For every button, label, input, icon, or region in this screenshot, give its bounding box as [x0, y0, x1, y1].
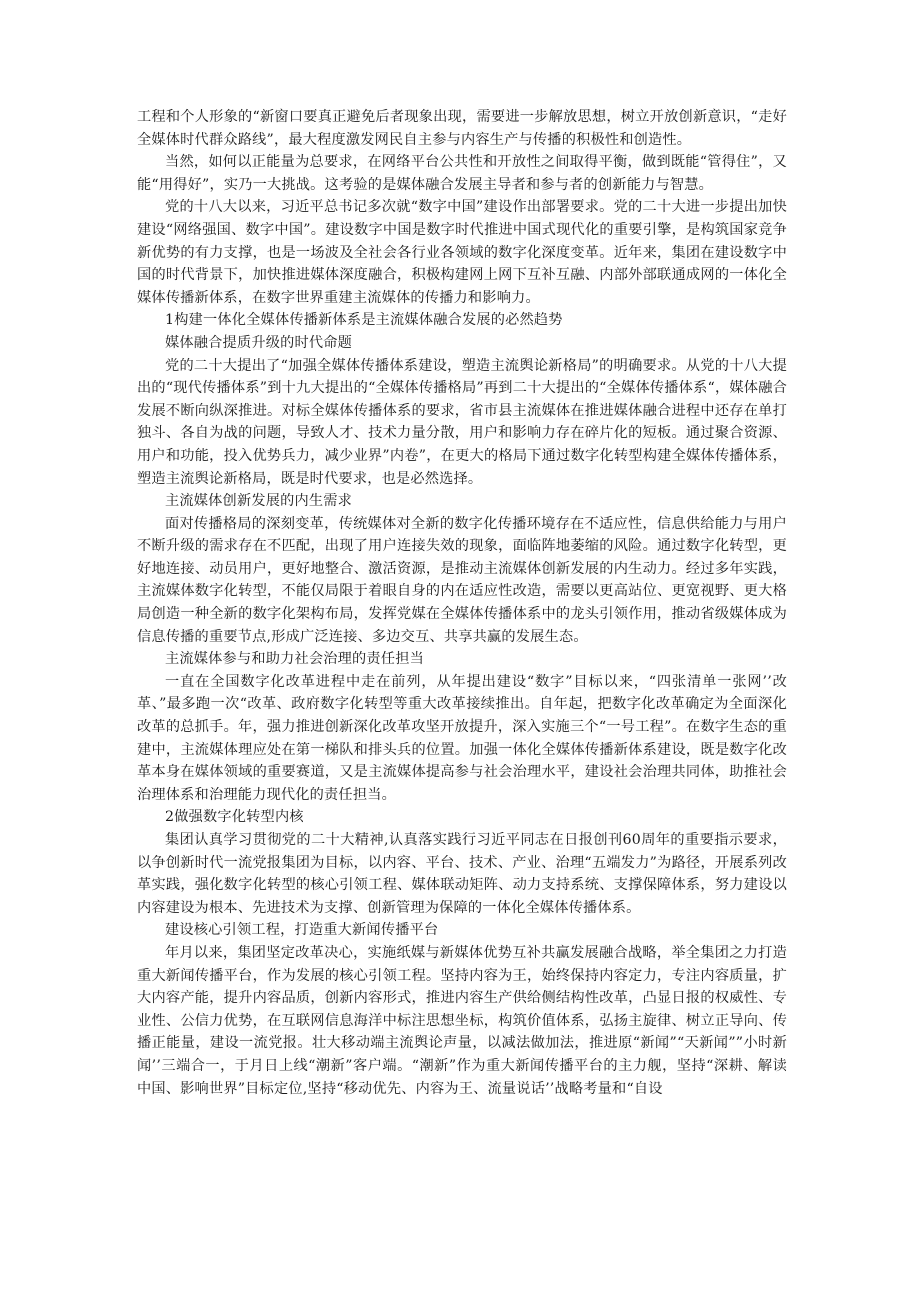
subsection-heading: 主流媒体创新发展的内生需求 [165, 493, 353, 510]
section-heading: 2做强数字化转型内核 [165, 809, 304, 826]
document-body [137, 106, 787, 1100]
subsection-heading: 主流媒体参与和助力社会治理的责任担当 [165, 651, 424, 668]
paragraph: 一直在全国数字化改革进程中走在前列，从年提出建设“数字”目标以来，“四张清单一张网’’改革、”最多跑一次“改革、政府数字化转型等重大改革接续推出。自年起，把数字化改革确定为全面深化改革的总抓手。年，强力推进创新深化改革攻坚开放提升，深入实施三个“一号工程”。在数字生态的重建中，主流媒体理应处在第一梯队和排头兵的位置。加强一体化全媒体传播新体系建设，既是数字化改革本身在媒体领域的重要赛道，又是主流媒体提高参与社会治理水平，建设社会治理共同体，助推社会治理体系和治理能力现代化的责任担当。 [137, 673, 787, 803]
paragraph-continuation: 工程和个人形象的“新窗口要真正避免后者现象出现，需要进一步解放思想，树立开放创新意识，“走好全媒体时代群众路线”，最大程度激发网民自主参与内容生产与传播的积极性和创造性。 [137, 109, 787, 148]
section-heading: 1构建一体化全媒体传播新体系是主流媒体融合发展的必然趋势 [165, 312, 563, 329]
subsection-heading: 建设核心引领工程，打造重大新闻传播平台 [165, 922, 439, 939]
paragraph: 党的十八大以来，习近平总书记多次就“数字中国”建设作出部署要求。党的二十大进一步提出加快建设“网络强国、数字中国”。建设数字中国是数字时代推进中国式现代化的重要引擎，是构筑国家竞争新优势的有力支撑，也是一场波及全社会各行业各领域的数字化深度变革。近年来，集团在建设数字中国的时代背景下，加快推进媒体深度融合，积极构建网上网下互补互融、内部外部联通成网的一体化全媒体传播新体系，在数字世界重建主流媒体的传播力和影响力。 [137, 199, 787, 306]
paragraph: 党的二十大提出了“加强全媒体传播体系建设，塑造主流舆论新格局”的明确要求。从党的十八大提出的“现代传播体系”到十九大提出的“全媒体传播格局”再到二十大提出的“全媒体传播体系“，媒体融合发展不断向纵深推进。对标全媒体传播体系的要求，省市县主流媒体在推进媒体融合进程中还存在单打独斗、各自为战的问题，导致人才、技术力量分散，用户和影响力存在碎片化的短板。通过聚合资源、用户和功能，投入优势兵力，减少业界”内卷”，在更大的格局下通过数字化转型构建全媒体传播体系，塑造主流舆论新格局，既是时代要求，也是必然选择。 [137, 357, 787, 487]
paragraph: 当然，如何以正能量为总要求，在网络平台公共性和开放性之间取得平衡，做到既能“管得住”，又能“用得好”，实乃一大挑战。这考验的是媒体融合发展主导者和参与者的创新能力与智慧。 [137, 154, 787, 193]
paragraph: 年月以来，集团坚定改革决心，实施纸媒与新媒体优势互补共赢发展融合战略，举全集团之力打造重大新闻传播平台，作为发展的核心引领工程。坚持内容为王，始终保持内容定力，专注内容质量，扩大内容产能，提升内容品质，创新内容形式，推进内容生产供给侧结构性改革，凸显日报的权威性、专业性、公信力优势，在互联网信息海洋中标注思想坐标，构筑价值体系，弘扬主旋律、树立正导向、传播正能量，建设一流党报。壮大移动端主流舆论声量，以减法做加法，推进原“新闻”“天新闻””小时新闻’’三端合一，于月日上线“潮新”客户端。“潮新”作为重大新闻传播平台的主力舰，坚持“深耕、解读中国、影响世界”目标定位,坚持“移动优先、内容为王、流量说话’’战略考量和“自设 [137, 944, 787, 1097]
subsection-heading: 媒体融合提质升级的时代命题 [165, 334, 353, 351]
paragraph: 面对传播格局的深刻变革，传统媒体对全新的数字化传播环境存在不适应性，信息供给能力与用户不断升级的需求存在不匹配，出现了用户连接失效的现象，面临阵地萎缩的风险。通过数字化转型，更好地连接、动员用户，更好地整合、激活资源，是推动主流媒体创新发展的内生动力。经过多年实践，主流媒体数字化转型，不能仅局限于着眼自身的内在适应性改造，需要以更高站位、更宽视野、更大格局创造一种全新的数字化架构布局，发挥党媒在全媒体传播体系中的龙头引领作用，推动省级媒体成为信息传播的重要节点,形成广泛连接、多边交互、共享共赢的发展生态。 [137, 515, 787, 645]
paragraph: 集团认真学习贯彻党的二十大精神,认真落实践行习近平同志在日报创刊60周年的重要指示要求，以争创新时代一流党报集团为目标，以内容、平台、技术、产业、治理“五端发力”为路径，开展系列改革实践，强化数字化转型的核心引领工程、媒体联动矩阵、动力支持系统、支撑保障体系，努力建设以内容建设为根本、先进技术为支撑、创新管理为保障的一体化全媒体传播体系。 [137, 832, 787, 916]
